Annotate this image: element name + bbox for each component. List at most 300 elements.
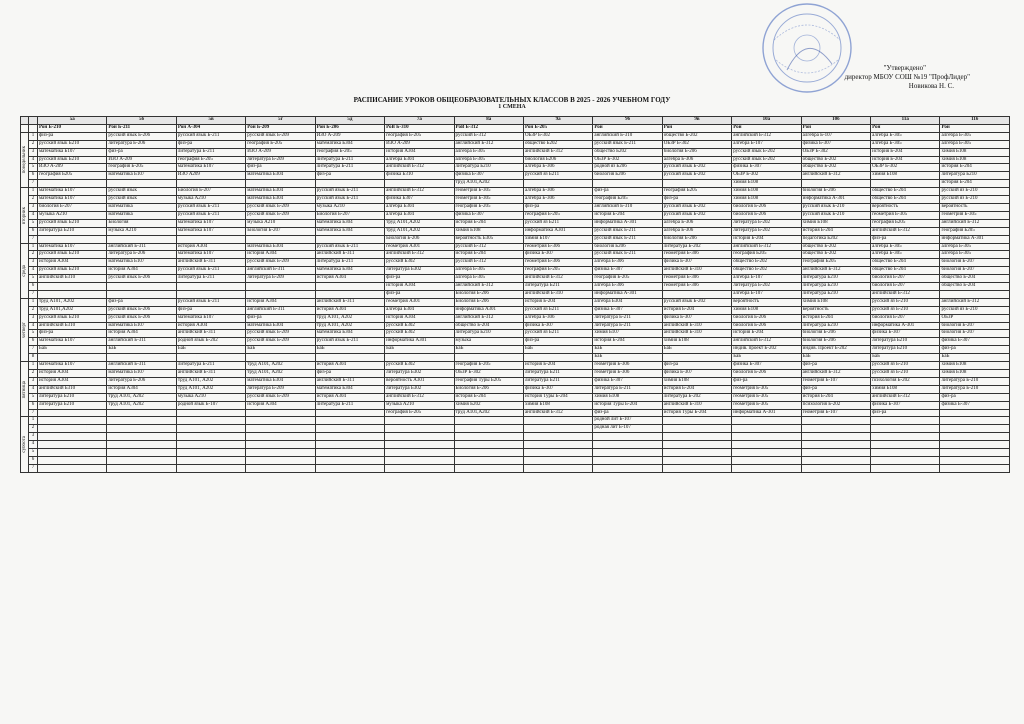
lesson-cell <box>732 441 801 449</box>
lesson-cell: английский Б-312 <box>523 275 592 283</box>
lesson-cell <box>176 235 245 243</box>
lesson-cell: алгебра Б-305 <box>940 132 1010 140</box>
lesson-cell: индив. проект Б-202 <box>732 346 801 354</box>
lesson-cell: ОБЗР Б-302 <box>801 148 870 156</box>
lesson-cell: литература Б210 <box>454 330 523 338</box>
lesson-cell: русский язык Б-202 <box>732 156 801 164</box>
lesson-cell <box>523 456 592 464</box>
lesson-cell: геометрия Б-107 <box>801 409 870 417</box>
lesson-cell: геометрия А301 <box>385 298 454 306</box>
lesson-number: 4 <box>29 267 38 275</box>
lesson-cell: математика Б107 <box>176 251 245 259</box>
lesson-cell: литература Б302 <box>385 385 454 393</box>
lesson-cell: вероятность Б305 <box>454 235 523 243</box>
lesson-cell: геометрия Б-306 <box>662 283 731 291</box>
lesson-row <box>21 464 1010 472</box>
lesson-number: 1 <box>29 362 38 370</box>
lesson-row <box>21 449 1010 457</box>
homeroom-cell: Рон <box>732 124 801 132</box>
lesson-row <box>21 385 1010 393</box>
class-header: 9а <box>523 117 592 125</box>
lesson-cell: алгебра Б-305 <box>454 148 523 156</box>
lesson-row <box>21 314 1010 322</box>
lesson-cell: родной яз Б206 <box>593 164 662 172</box>
lesson-number: 2 <box>29 425 38 433</box>
lesson-cell: алгебра Б-305 <box>871 251 940 259</box>
lesson-row <box>21 283 1010 291</box>
lesson-cell <box>732 456 801 464</box>
lesson-cell: химия Б108 <box>940 370 1010 378</box>
lesson-row <box>21 330 1010 338</box>
lesson-cell: английский Б-310 <box>662 330 731 338</box>
lesson-cell: литература Б-209 <box>246 275 315 283</box>
lesson-cell <box>871 449 940 457</box>
lesson-cell <box>385 180 454 188</box>
lesson-cell <box>940 456 1010 464</box>
lesson-cell: математика Б304 <box>246 172 315 180</box>
class-header: 5а <box>38 117 107 125</box>
lesson-cell: литература Б-211 <box>593 322 662 330</box>
lesson-cell: физика Б-307 <box>454 172 523 180</box>
lesson-cell <box>176 425 245 433</box>
lesson-cell: музыка А210 <box>176 196 245 204</box>
lesson-cell: история А304 <box>246 298 315 306</box>
lesson-row <box>21 377 1010 385</box>
lesson-cell: математика Б107 <box>38 188 107 196</box>
lesson-cell: химия Б108 <box>940 156 1010 164</box>
lesson-cell: русский яз Б211 <box>523 219 592 227</box>
homeroom-cell: Рон <box>662 124 731 132</box>
lesson-cell: алгебра Б-305 <box>940 140 1010 148</box>
lesson-cell <box>385 417 454 425</box>
lesson-cell <box>246 235 315 243</box>
class-header: 5б <box>107 117 176 125</box>
lesson-cell: география Б-205 <box>454 362 523 370</box>
lesson-cell: общество Б-202 <box>662 132 731 140</box>
lesson-cell <box>662 441 731 449</box>
lesson-cell: алгебра Б-305 <box>940 243 1010 251</box>
lesson-cell: русский язык Б-211 <box>176 267 245 275</box>
lesson-number: 7 <box>29 180 38 188</box>
lesson-cell <box>732 417 801 425</box>
lesson-cell: русский язык Б-202 <box>662 172 731 180</box>
corner-cell <box>29 117 38 125</box>
lesson-cell <box>593 456 662 464</box>
lesson-cell: география Б-205 <box>385 132 454 140</box>
lesson-cell: ОБЗР <box>940 314 1010 322</box>
lesson-cell: БаБ <box>523 346 592 354</box>
lesson-cell: физ-ра <box>523 338 592 346</box>
lesson-cell <box>107 417 176 425</box>
lesson-cell: физ-ра <box>107 148 176 156</box>
lesson-cell: алгебра Б-107 <box>801 132 870 140</box>
lesson-cell: география Б-205 <box>246 140 315 148</box>
homeroom-cell: Рон Б-205 <box>523 124 592 132</box>
lesson-cell: биология Б206 <box>523 156 592 164</box>
lesson-cell: физика Б-307 <box>662 370 731 378</box>
lesson-cell: английский Б-310 <box>662 401 731 409</box>
lesson-number: 7 <box>29 464 38 472</box>
lesson-cell: математика Б107 <box>38 362 107 370</box>
lesson-cell <box>176 433 245 441</box>
lesson-cell: ИЗО А-209 <box>246 148 315 156</box>
lesson-cell: физика Б-307 <box>871 330 940 338</box>
lesson-cell: английский Б-312 <box>385 393 454 401</box>
lesson-cell: труд А101,А202 <box>454 180 523 188</box>
lesson-row <box>21 393 1010 401</box>
lesson-cell: геометрия Б-306 <box>593 362 662 370</box>
lesson-cell: английский Б-312 <box>454 314 523 322</box>
lesson-cell: русский язык Б-202 <box>732 148 801 156</box>
lesson-cell: история А304 <box>385 314 454 322</box>
lesson-cell: литература Б-211 <box>315 401 384 409</box>
lesson-cell: география Б205 <box>940 227 1010 235</box>
lesson-cell: математика Б107 <box>107 172 176 180</box>
lesson-cell: география Б-205 <box>523 211 592 219</box>
lesson-cell <box>246 456 315 464</box>
lesson-cell: информатика А301 <box>523 227 592 235</box>
lesson-number: 5 <box>29 393 38 401</box>
lesson-cell: история Б-204 <box>662 306 731 314</box>
homeroom-cell: Рон Б-211 <box>107 124 176 132</box>
lesson-number: 8 <box>29 354 38 362</box>
lesson-cell: музыка А210 <box>385 401 454 409</box>
lesson-cell <box>593 449 662 457</box>
lesson-cell: алгебра Б304 <box>385 211 454 219</box>
lesson-cell: история Б-204 <box>662 385 731 393</box>
lesson-number: 4 <box>29 156 38 164</box>
lesson-cell: Биология Б-206 <box>454 298 523 306</box>
lesson-cell: русский язык Б-211 <box>315 196 384 204</box>
lesson-cell: математика Б304 <box>246 243 315 251</box>
lesson-cell: математика <box>107 203 176 211</box>
lesson-cell: география Б-205 <box>385 409 454 417</box>
lesson-cell: русский язык Б-211 <box>176 211 245 219</box>
lesson-cell: английский Б-312 <box>454 283 523 291</box>
lesson-cell: английский Б-312 <box>732 132 801 140</box>
lesson-cell <box>662 456 731 464</box>
lesson-cell: география Б-205 <box>107 164 176 172</box>
lesson-cell: общество Б-202 <box>732 267 801 275</box>
lesson-row <box>21 259 1010 267</box>
lesson-cell: БаБ <box>107 346 176 354</box>
lesson-cell: английский Б-312 <box>940 219 1010 227</box>
lesson-cell <box>38 417 107 425</box>
lesson-cell: математика Б107 <box>176 164 245 172</box>
lesson-cell: БаБ <box>246 346 315 354</box>
lesson-cell: физика Б-307 <box>871 401 940 409</box>
lesson-cell: физ-ра <box>315 370 384 378</box>
lesson-row <box>21 243 1010 251</box>
lesson-cell: русский яз Б-210 <box>940 196 1010 204</box>
lesson-cell <box>454 433 523 441</box>
lesson-cell <box>38 449 107 457</box>
lesson-cell: английский Б-312 <box>871 227 940 235</box>
lesson-cell: русский язык Б-206 <box>107 275 176 283</box>
lesson-number: 5 <box>29 449 38 457</box>
lesson-cell: общество Б-204 <box>871 196 940 204</box>
corner-cell <box>21 117 29 125</box>
lesson-cell: литература Б-202 <box>732 219 801 227</box>
lesson-cell <box>246 417 315 425</box>
lesson-cell: математика Б304 <box>246 322 315 330</box>
lesson-cell <box>385 456 454 464</box>
lesson-cell: химия Б108 <box>662 377 731 385</box>
lesson-cell: английский Б-311 <box>315 298 384 306</box>
lesson-number: 5 <box>29 164 38 172</box>
lesson-row <box>21 370 1010 378</box>
lesson-cell: английский Б-311 <box>107 243 176 251</box>
lesson-cell: общество Б202 <box>593 148 662 156</box>
lesson-cell: Биология Б-206 <box>385 235 454 243</box>
lesson-cell: русский язык Б210 <box>38 267 107 275</box>
lesson-number: 6 <box>29 172 38 180</box>
lesson-cell: ОБЗР Б-302 <box>662 140 731 148</box>
lesson-cell: общество Б-204 <box>940 275 1010 283</box>
lesson-cell: литература Б210 <box>801 290 870 298</box>
lesson-cell <box>662 417 731 425</box>
lesson-cell: музыка А210 <box>38 211 107 219</box>
lesson-cell: труд А101, А202 <box>38 298 107 306</box>
lesson-cell <box>38 456 107 464</box>
lesson-cell <box>176 180 245 188</box>
lesson-cell: биология Б-206 <box>801 338 870 346</box>
lesson-cell: химия Б108 <box>662 338 731 346</box>
lesson-cell: английский Б-312 <box>732 338 801 346</box>
lesson-cell <box>107 290 176 298</box>
lesson-cell: английский Б-312 <box>801 172 870 180</box>
lesson-cell: общество Б-204 <box>871 188 940 196</box>
lesson-cell <box>176 290 245 298</box>
lesson-cell <box>385 449 454 457</box>
lesson-cell: английский Б-310 <box>523 290 592 298</box>
lesson-cell: английский Б-310 <box>662 322 731 330</box>
lesson-number: 2 <box>29 251 38 259</box>
lesson-cell: физ-ра <box>315 172 384 180</box>
lesson-row <box>21 441 1010 449</box>
lesson-cell: геометрия Б-305 <box>454 196 523 204</box>
lesson-cell: труд А101,А202 <box>38 306 107 314</box>
lesson-cell: труд А101,А202 <box>385 219 454 227</box>
lesson-cell: русский язык Б-202 <box>662 211 731 219</box>
homeroom-cell: РоВ Б-312 <box>454 124 523 132</box>
lesson-cell <box>38 441 107 449</box>
lesson-cell: общество Б-202 <box>801 251 870 259</box>
lesson-cell: родной язык Б-202 <box>176 338 245 346</box>
lesson-cell: химия Б108 <box>801 298 870 306</box>
lesson-cell: история А304 <box>315 275 384 283</box>
lesson-cell: география Б205 <box>801 259 870 267</box>
lesson-cell <box>107 464 176 472</box>
lesson-cell <box>940 441 1010 449</box>
lesson-cell: индив. Проект Б-202 <box>801 346 870 354</box>
lesson-cell <box>176 354 245 362</box>
lesson-cell: общество Б-202 <box>801 164 870 172</box>
lesson-cell: литература Б211 <box>523 370 592 378</box>
lesson-cell: биология Б-206 <box>732 211 801 219</box>
day-name: среда <box>21 264 27 277</box>
lesson-cell: английский Б-312 <box>871 393 940 401</box>
lesson-cell: русский яз Б-210 <box>940 306 1010 314</box>
lesson-row <box>21 346 1010 354</box>
lesson-cell <box>176 409 245 417</box>
lesson-cell: БаБ <box>940 354 1010 362</box>
class-header: 9б <box>593 117 662 125</box>
lesson-cell: алгебра Б-306 <box>662 227 731 235</box>
lesson-cell: общество Б-204 <box>940 283 1010 291</box>
lesson-cell <box>801 433 870 441</box>
lesson-cell: геометрия Б-305 <box>732 393 801 401</box>
lesson-cell <box>662 449 731 457</box>
lesson-cell: алгебра Б-107 <box>732 140 801 148</box>
lesson-number: 7 <box>29 409 38 417</box>
lesson-cell <box>662 425 731 433</box>
lesson-cell: алгебра Б-306 <box>593 259 662 267</box>
homeroom-row <box>21 124 1010 132</box>
day-label <box>21 243 29 298</box>
lesson-cell <box>176 417 245 425</box>
lesson-cell <box>246 449 315 457</box>
lesson-cell: химия Б108 <box>732 196 801 204</box>
lesson-cell: литература Б211 <box>523 283 592 291</box>
lesson-cell: ИЗО А-209 <box>315 132 384 140</box>
lesson-cell: русский Б-312 <box>454 243 523 251</box>
lesson-row <box>21 417 1010 425</box>
lesson-cell: русский Б302 <box>385 259 454 267</box>
lesson-cell: биология Б-206 <box>801 330 870 338</box>
lesson-row <box>21 354 1010 362</box>
lesson-cell: литература Б-202 <box>662 243 731 251</box>
day-name: четверг <box>21 321 27 338</box>
lesson-cell: история Б-204 <box>454 393 523 401</box>
lesson-cell: музыка А210 <box>315 203 384 211</box>
lesson-cell: география Б-205 <box>176 156 245 164</box>
lesson-cell: физ-ра <box>385 290 454 298</box>
lesson-cell: литература Б210 <box>871 346 940 354</box>
lesson-number: 1 <box>29 417 38 425</box>
lesson-cell <box>801 464 870 472</box>
lesson-cell: русский язык Б-202 <box>662 298 731 306</box>
lesson-cell <box>246 409 315 417</box>
lesson-cell <box>523 417 592 425</box>
lesson-row <box>21 338 1010 346</box>
lesson-cell: история Б-204 <box>940 180 1010 188</box>
lesson-cell <box>315 409 384 417</box>
lesson-cell: биология Б-207 <box>38 203 107 211</box>
lesson-cell: алгебра Б-305 <box>871 132 940 140</box>
lesson-cell <box>176 283 245 291</box>
homeroom-cell: Рон <box>593 124 662 132</box>
lesson-cell: труд А101, А202 <box>315 314 384 322</box>
lesson-row <box>21 148 1010 156</box>
lesson-cell: русский язык Б210 <box>38 219 107 227</box>
lesson-cell: русский язык Б-206 <box>107 314 176 322</box>
lesson-number: 7 <box>29 235 38 243</box>
class-header: 11а <box>871 117 940 125</box>
lesson-cell: физика Б-307 <box>593 377 662 385</box>
lesson-cell: русский язык Б-209 <box>246 132 315 140</box>
lesson-cell <box>107 283 176 291</box>
lesson-cell: физика Б-307 <box>732 362 801 370</box>
lesson-number: 6 <box>29 401 38 409</box>
lesson-cell: русский язык Б-211 <box>315 243 384 251</box>
shift-label: 1 СМЕНА <box>498 104 526 110</box>
lesson-cell: история А304 <box>176 322 245 330</box>
lesson-cell: геометрия Б-305 <box>732 401 801 409</box>
lesson-cell <box>246 290 315 298</box>
lesson-cell: русский яз Б211 <box>523 172 592 180</box>
lesson-cell: геометрия Б-305 <box>454 188 523 196</box>
lesson-cell: информатика А-301 <box>801 196 870 204</box>
lesson-cell: физика Б-307 <box>523 385 592 393</box>
lesson-cell: русский язык Б-206 <box>107 132 176 140</box>
lesson-cell <box>732 433 801 441</box>
lesson-cell <box>454 354 523 362</box>
lesson-cell: английский Б-311 <box>315 251 384 259</box>
lesson-cell: история А304 <box>107 267 176 275</box>
lesson-cell: труд А101, А202 <box>315 322 384 330</box>
lesson-cell: информатика А-301 <box>871 322 940 330</box>
lesson-cell: вероятность А301 <box>385 377 454 385</box>
lesson-cell: алгебра Б-107 <box>732 290 801 298</box>
lesson-cell: общество Б-204 <box>871 267 940 275</box>
lesson-cell: алгебра Б-306 <box>662 156 731 164</box>
lesson-number: 2 <box>29 140 38 148</box>
lesson-cell: литература Б-209 <box>246 156 315 164</box>
lesson-row <box>21 211 1010 219</box>
lesson-cell: литература Б-206 <box>107 377 176 385</box>
lesson-cell <box>940 449 1010 457</box>
lesson-cell: история Туры Б-204 <box>593 401 662 409</box>
schedule-title: РАСПИСАНИЕ УРОКОВ ОБЩЕОБРАЗОВАТЕЛЬНЫХ КЛАССОВ В 2025 - 2026 УЧЕБНОМ ГОДУ <box>353 96 671 104</box>
lesson-cell: геометрия Б-107 <box>801 377 870 385</box>
lesson-cell: история А304 <box>246 251 315 259</box>
lesson-cell <box>523 464 592 472</box>
lesson-number: 3 <box>29 259 38 267</box>
lesson-number: 3 <box>29 433 38 441</box>
lesson-cell: литература Б-211 <box>315 156 384 164</box>
lesson-cell: биология Б-206 <box>732 322 801 330</box>
lesson-number: 6 <box>29 338 38 346</box>
lesson-cell: труд А101, А202 <box>246 370 315 378</box>
lesson-cell: история А304 <box>38 370 107 378</box>
lesson-number: 6 <box>29 227 38 235</box>
lesson-cell <box>454 464 523 472</box>
lesson-cell <box>315 456 384 464</box>
approval-heading: "Утверждено" <box>883 64 926 72</box>
approval-position: директор МБОУ СОШ №19 "ПрофЛидер" <box>844 73 970 81</box>
lesson-cell: алгебра Б-306 <box>523 188 592 196</box>
lesson-cell <box>732 464 801 472</box>
lesson-cell <box>107 354 176 362</box>
lesson-cell: математика Б304 <box>315 330 384 338</box>
lesson-number: 1 <box>29 243 38 251</box>
lesson-cell: биология Б-206 <box>662 148 731 156</box>
lesson-cell: психология Б-202 <box>871 377 940 385</box>
lesson-cell <box>801 449 870 457</box>
class-header: 8а <box>454 117 523 125</box>
lesson-cell: информатика А301 <box>454 306 523 314</box>
lesson-cell: вероятность <box>801 306 870 314</box>
class-header: 9в <box>662 117 731 125</box>
lesson-cell: алгебра Б304 <box>385 156 454 164</box>
lesson-cell: вероятность <box>871 203 940 211</box>
class-header: 7а <box>385 117 454 125</box>
lesson-cell: музыка А210 <box>107 227 176 235</box>
lesson-cell: русский язык Б-210 <box>801 203 870 211</box>
lesson-cell: физ-ра <box>662 362 731 370</box>
lesson-cell: математика Б107 <box>38 196 107 204</box>
